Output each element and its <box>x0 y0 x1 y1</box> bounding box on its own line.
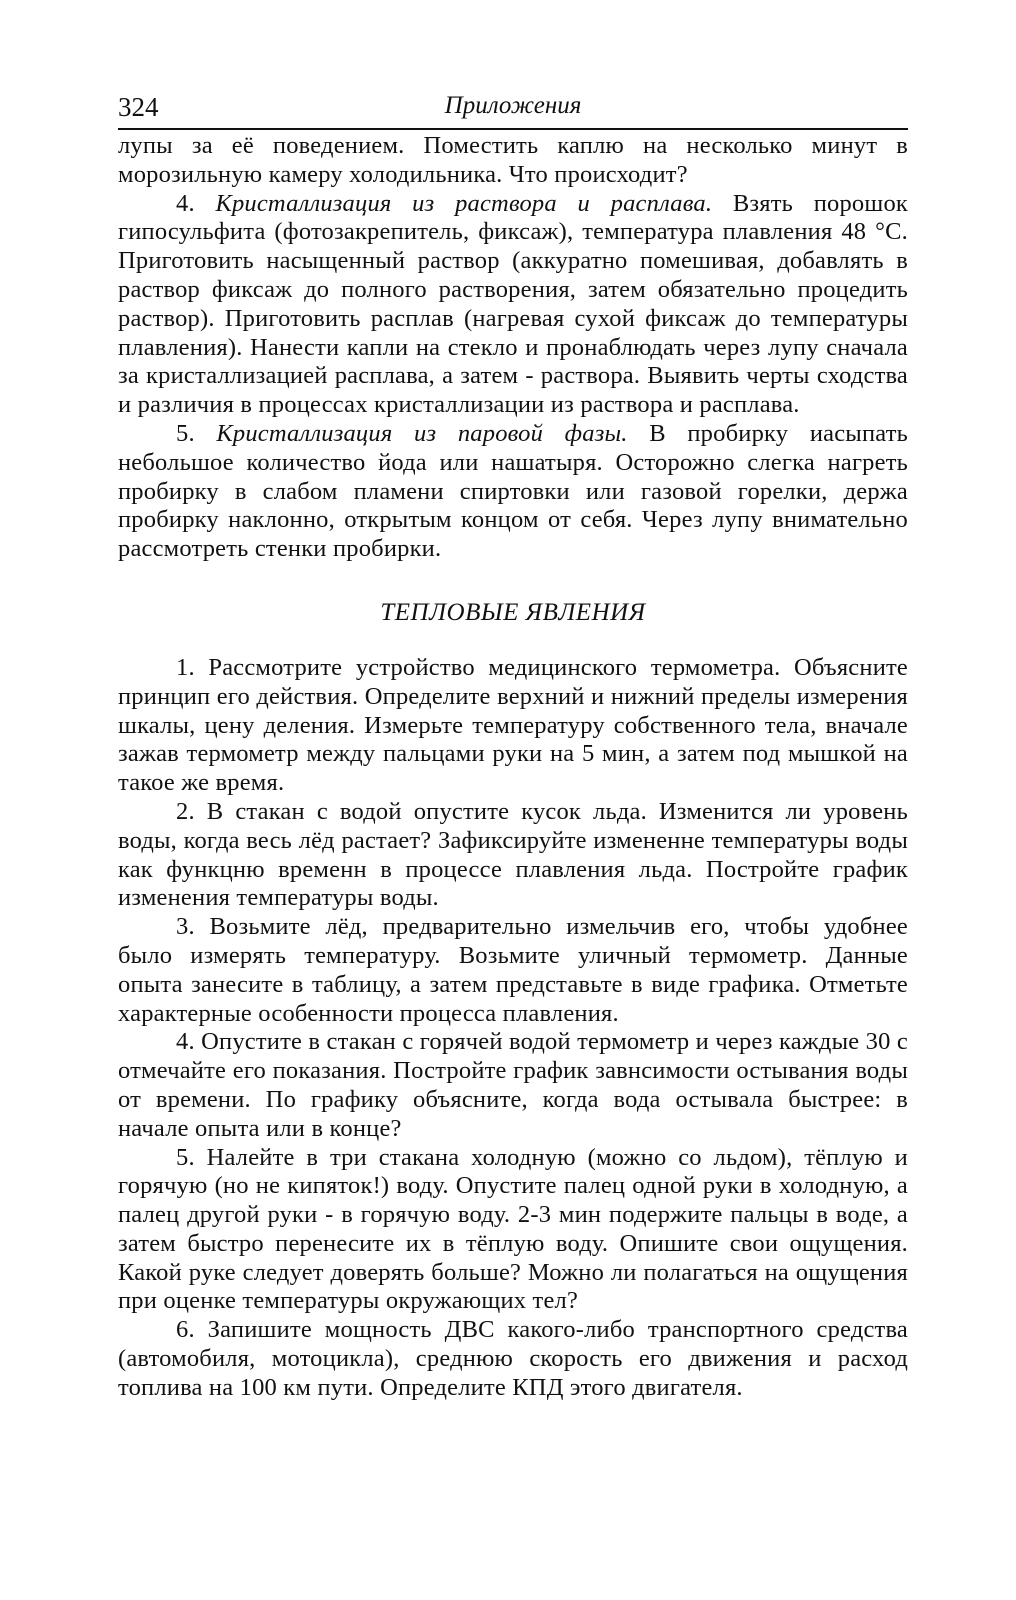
thermal-item-4: 4. Опустите в стакан с горячей водой термометр и через каждые 30 с отмечайте его показания. Постройте график завнсимости остывания воды от времени. По графику объясните, когда вода остывала быстрее: в начале опыта или в конце? <box>118 1028 908 1142</box>
item-number: 4. <box>176 189 195 217</box>
item-number: 5. <box>176 419 195 447</box>
experiment-item-4 <box>118 190 908 420</box>
running-title: Приложения <box>444 92 582 119</box>
experiment-item-5 <box>118 420 908 564</box>
item-text: В пробирку иасыпать небольшое количество йода или нашатыря. Осторожно слегка нагреть пробирку в слабом пламени спиртовки или газовой горелки, держа пробирку наклонно, открытым концом от себя. Через лупу внимательно рассмотреть стенки пробирки. <box>118 419 908 563</box>
section-title: ТЕПЛОВЫЕ ЯВЛЕНИЯ <box>380 598 646 626</box>
continuation-paragraph: лупы за её поведением. Поместить каплю на несколько минут в морозильную камеру холодильника. Что происходит? <box>118 132 908 188</box>
item-title: Кристаллизация из раствора и расплава. <box>215 189 713 217</box>
book-page <box>118 88 908 1403</box>
item-text: Взять порошок гипосульфита (фотозакрепитель, фиксаж), температура плавления 48 °С. Приготовить насыщенный раствор (аккуратно помешивая, добавлять в раствор фиксаж до полного растворения, затем обязательно процедить раствор). Приготовить расплав (нагревая сухой фиксаж до температуры плавления). Нанести капли на стекло и пронаблюдать через лупу сначала за кристаллизацией расплава, а затем - раствора. Выявить черты сходства и различия в процессах кристаллизации из раствора и расплава. <box>118 189 909 419</box>
page-number: 324 <box>118 92 159 122</box>
item-title: Кристаллизация из паровой фазы. <box>216 419 628 447</box>
thermal-item-2: 2. В стакан с водой опустите кусок льда. Изменится ли уровень воды, когда весь лёд растает? Зафиксируйте измененне температуры воды как функцню временн в процессе плавления льда. Постройте график изменения температуры воды. <box>118 797 908 912</box>
thermal-item-1: 1. Рассмотрите устройство медицинского термометра. Объясните принцип его действия. Определите верхний и нижний пределы измерения шкалы, цену деления. Измерьте температуру собственного тела, вначале зажав термометр между пальцами руки на 5 мин, а затем под мышкой на такое же время. <box>118 653 908 797</box>
thermal-item-3: 3. Возьмите лёд, предварительно измельчив его, чтобы удобнее было измерять температуру. Возьмите уличный термометр. Данные опыта занесите в таблицу, а затем представьте в виде графика. Отметьте характерные особенности процесса плавления. <box>118 913 908 1027</box>
thermal-item-5: 5. Налейте в три стакана холодную (можно со льдом), тёплую и горячую (но не кипяток!) воду. Опустите палец одной руки в холодную, а палец другой руки - в горячую воду. 2-3 мин подержите пальцы в воде, а затем быстро перенесите их в тёплую воду. Опишите свои ощущения. Какой руке следует доверять больше? Можно ли полагаться на ощущения при оценке температуры окружающих тел? <box>118 1143 908 1315</box>
thermal-item-6: 6. Запишите мощность ДВС какого-либо транспортного средства (автомобиля, мотоцикла), среднюю скорость его движения и расход топлива на 100 км пути. Определите КПД этого двигателя. <box>118 1316 908 1401</box>
running-head <box>118 88 908 130</box>
